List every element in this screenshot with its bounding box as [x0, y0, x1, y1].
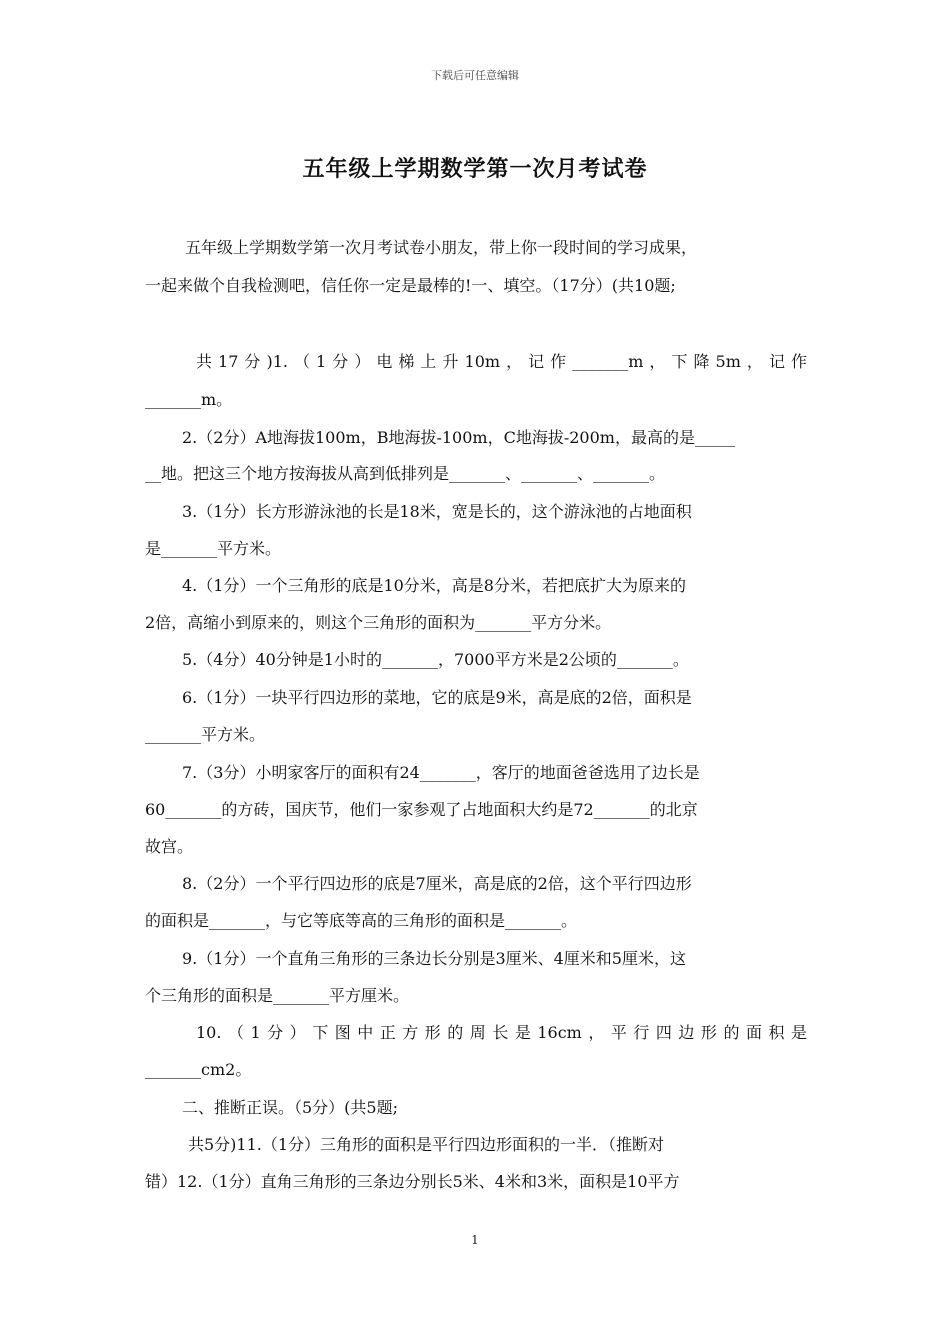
text-line: 是_______平方米。	[145, 539, 282, 558]
text-line: 10.（1分）下图中正方形的周长是16cm，平行四边形的面积是	[196, 1023, 807, 1042]
text-line: 6.（1分）一块平行四边形的菜地，它的底是9米，高是底的2倍，面积是	[182, 688, 692, 707]
text-line: 7.（3分）小明家客厅的面积有24_______，客厅的地面爸爸选用了边长是	[182, 763, 700, 782]
text-line: 一起来做个自我检测吧，信任你一定是最棒的!一、填空。（17分）(共10题;	[145, 276, 676, 295]
text-line: 故宫。	[145, 837, 194, 856]
text-line: 个三角形的面积是_______平方厘米。	[145, 986, 410, 1005]
page-number: 1	[471, 1233, 479, 1247]
text-line: 共17分)1.（1分）电梯上升10m，记作_______m，下降5m，记作	[196, 352, 807, 371]
text-line: 2倍，高缩小到原来的，则这个三角形的面积为_______平方分米。	[145, 613, 612, 632]
text-line: _______平方米。	[145, 725, 266, 744]
header-note: 下载后可任意编辑	[431, 69, 519, 82]
text-line: 3.（1分）长方形游泳池的长是18米，宽是长的，这个游泳池的占地面积	[182, 502, 692, 521]
text-line: 的面积是_______，与它等底等高的三角形的面积是_______。	[145, 911, 578, 930]
text-line: 9.（1分）一个直角三角形的三条边长分别是3厘米、4厘米和5厘米，这	[182, 949, 686, 968]
text-line: _______cm2。	[145, 1060, 252, 1079]
text-line: 8.（2分）一个平行四边形的底是7厘米，高是底的2倍，这个平行四边形	[182, 874, 692, 893]
text-line: 错）12.（1分）直角三角形的三条边分别长5米、4米和3米，面积是10平方	[145, 1172, 680, 1191]
text-line: 共5分)11.（1分）三角形的面积是平行四边形面积的一半．（推断对	[188, 1135, 665, 1154]
text-line: 5.（4分）40分钟是1小时的_______，7000平方米是2公顷的_______。	[182, 650, 689, 669]
text-line: 五年级上学期数学第一次月考试卷小朋友，带上你一段时间的学习成果，	[185, 238, 698, 257]
text-line: 4.（1分）一个三角形的底是10分米，高是8分米，若把底扩大为原来的	[182, 576, 686, 595]
text-line: 60_______的方砖，国庆节，他们一家参观了占地面积大约是72_______的北京	[145, 800, 698, 819]
text-line: _______m。	[145, 390, 233, 409]
text-line: 2.（2分）A地海拔100m，B地海拔-100m，C地海拔-200m，最高的是_____	[182, 428, 735, 447]
page-title: 五年级上学期数学第一次月考试卷	[302, 157, 648, 182]
text-line: __地。把这三个地方按海拔从高到低排列是_______、_______、_______。	[145, 464, 666, 483]
section-heading: 二、推断正误。（5分）(共5题;	[182, 1098, 398, 1117]
